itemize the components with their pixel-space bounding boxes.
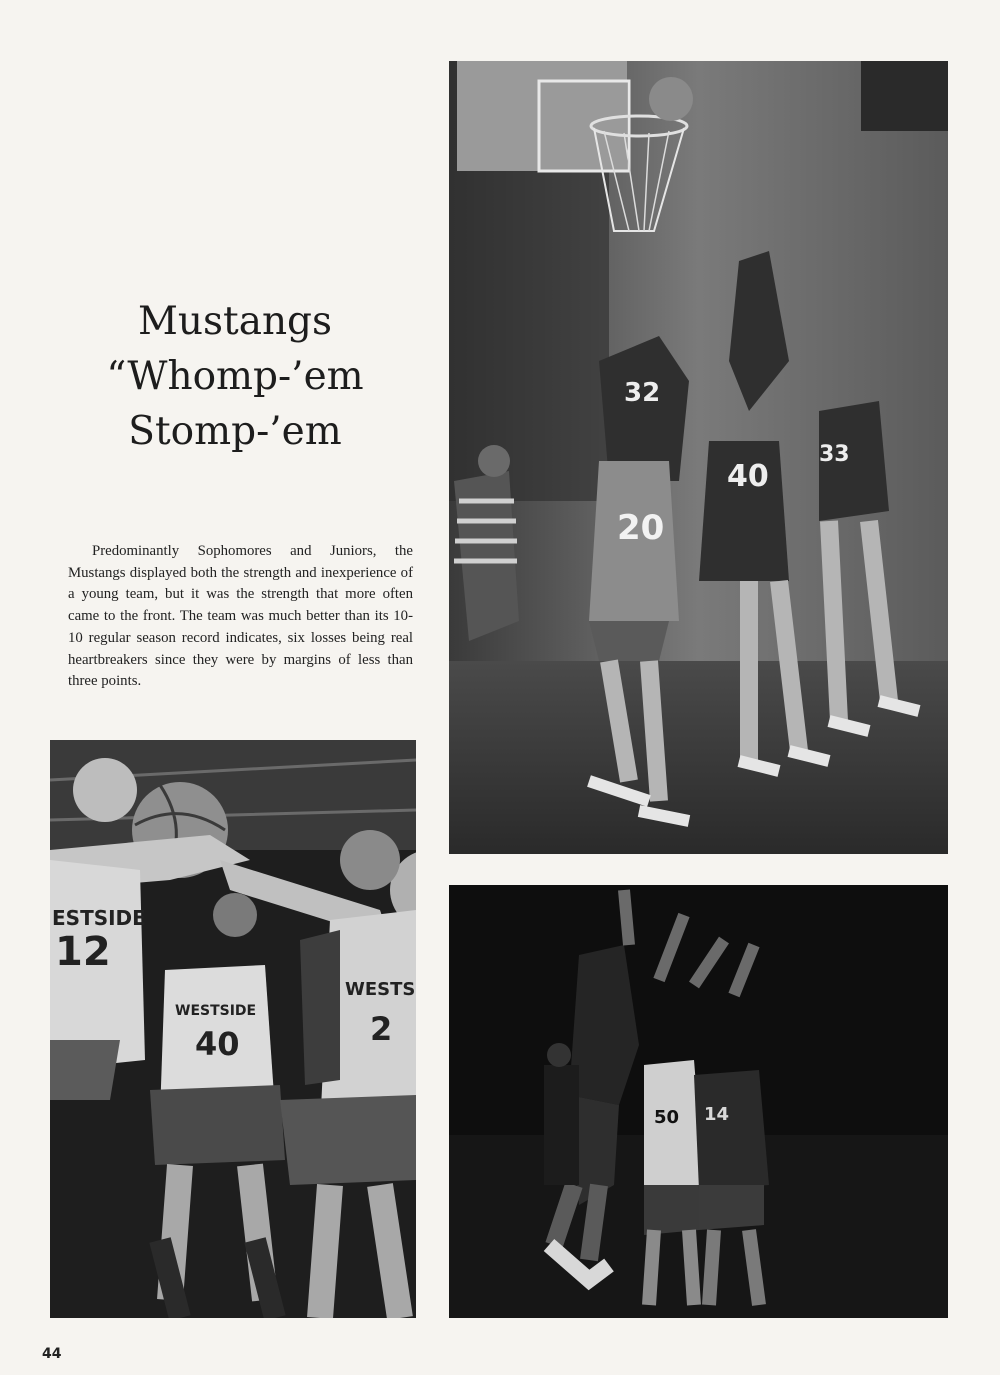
headline-line-1: Mustangs [137,299,333,344]
page-number: 44 [42,1346,62,1362]
jersey-number-20: 20 [617,508,665,548]
jersey-text-wests: WESTS [345,979,416,1000]
jersey-number-40: 40 [727,459,769,494]
photo-rebound-under-basket [449,61,948,854]
jersey-number-partial: 2 [370,1010,393,1048]
article-paragraph: Predominantly Sophomores and Juniors, the Mustangs displayed both the strength and inexperience of a young team, but it was the strength that more often came to the front. The team was much better than its 10-10 regular season record indicates, six losses being real heartbreakers since they were by margins of less than three points. [68,543,413,690]
jersey-text-estside: ESTSIDE [52,906,146,930]
photo-ball-scramble [50,740,416,1318]
jersey-number-40-westside: 40 [195,1025,240,1063]
headline [90,294,380,459]
jersey-number-14: 14 [704,1104,730,1125]
jersey-number-33: 33 [819,442,850,467]
photo-jump-ball-dark [449,885,948,1318]
jersey-number-12: 12 [55,929,111,975]
jersey-number-32: 32 [624,378,661,408]
headline-line-2: “Whomp-’em [106,354,364,399]
article-body [68,541,413,693]
jersey-text-westside: WESTSIDE [175,1003,257,1019]
jersey-number-50: 50 [654,1107,680,1128]
headline-line-3: Stomp-’em [128,409,342,454]
